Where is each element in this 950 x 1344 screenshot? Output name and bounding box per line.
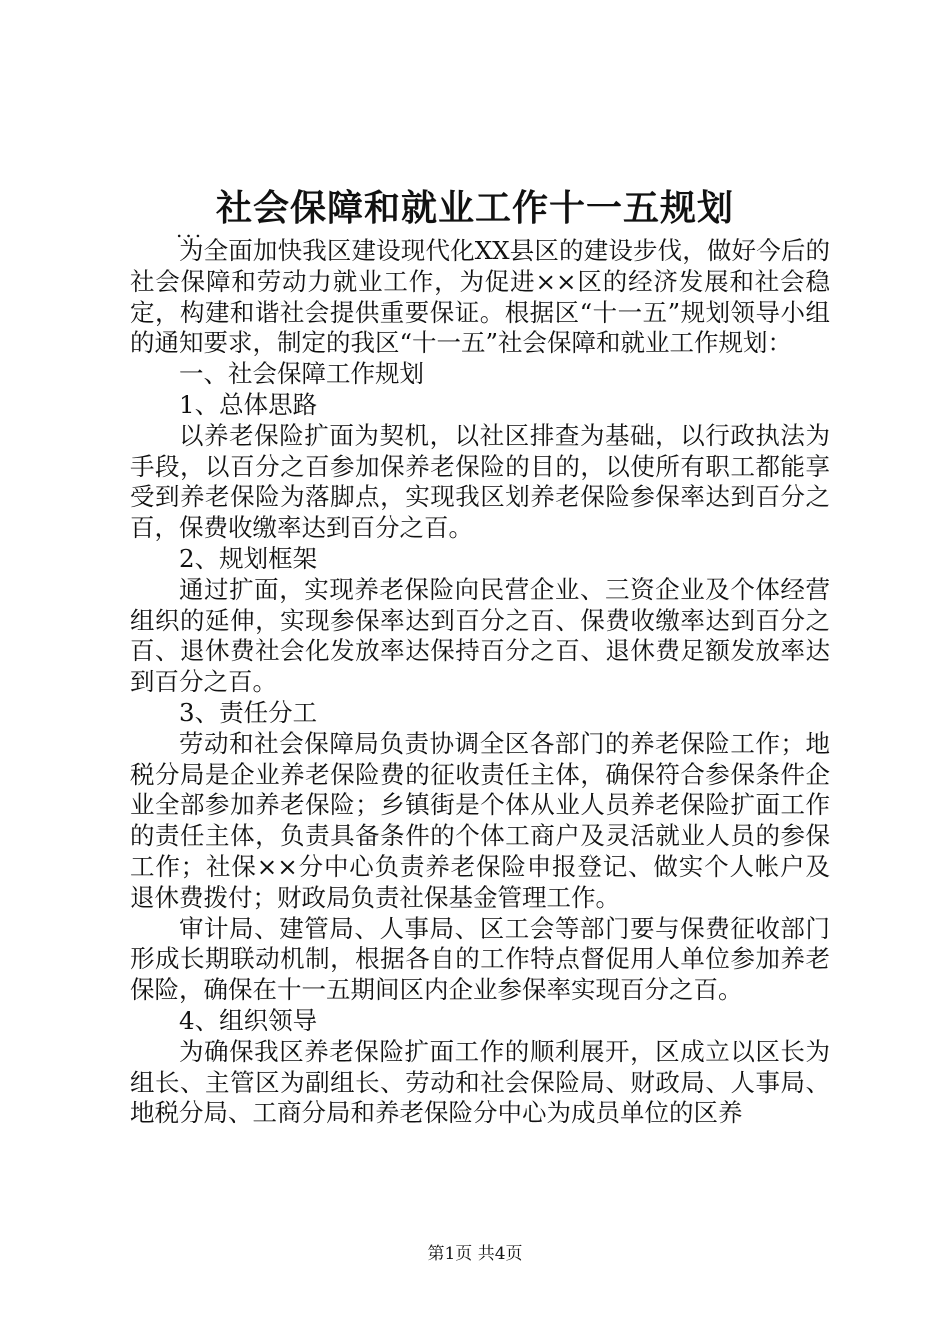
paragraph-leadership: 为确保我区养老保险扩面工作的顺利展开，区成立以区长为组长、主管区为副组长、劳动和社会保险局、财政局、人事局、地税分局、工商分局和养老保险分中心为成员单位的区养	[130, 1036, 830, 1128]
paragraph-intro: 为全面加快我区建设现代化XX县区的建设步伐，做好今后的社会保障和劳动力就业工作，为促进××区的经济发展和社会稳定，构建和谐社会提供重要保证。根据区“十一五”规划领导小组的通知要求，制定的我区“十一五”社会保障和就业工作规划：	[130, 236, 830, 358]
page-footer: 第1页 共4页	[427, 1244, 523, 1264]
heading-section-1: 一、社会保障工作规划	[179, 359, 424, 389]
heading-responsibilities: 3、责任分工	[179, 697, 318, 727]
paragraph-departments: 审计局、建管局、人事局、区工会等部门要与保费征收部门形成长期联动机制，根据各自的工作特点督促用人单位参加养老保险，确保在十一五期间区内企业参保率实现百分之百。	[130, 913, 830, 1005]
paragraph-planning-framework: 通过扩面，实现养老保险向民营企业、三资企业及个体经营组织的延伸，实现参保率达到百分之百、保费收缴率达到百分之百、退休费社会化发放率达保持百分之百、退休费足额发放率达到百分之百。	[130, 574, 830, 697]
paragraph-overall-approach: 以养老保险扩面为契机，以社区排查为基础，以行政执法为手段，以百分之百参加保养老保险的目的，以使所有职工都能享受到养老保险为落脚点，实现我区划养老保险参保率达到百分之百，保费收缴率达到百分之百。	[130, 420, 830, 543]
document-title: 社会保障和就业工作十一五规划	[215, 187, 734, 229]
heading-leadership: 4、组织领导	[179, 1005, 318, 1035]
document-body	[130, 236, 830, 1129]
paragraph-responsibilities: 劳动和社会保障局负责协调全区各部门的养老保险工作；地税分局是企业养老保险费的征收责任主体，确保符合参保条件企业全部参加养老保险；乡镇街是个体从业人员养老保险扩面工作的责任主体，负责具备条件的个体工商户及灵活就业人员的参保工作；社保××分中心负责养老保险申报登记、做实个人帐户及退休费拨付；财政局负责社保基金管理工作。	[130, 728, 830, 912]
heading-overall-approach: 1、总体思路	[179, 389, 318, 419]
heading-planning-framework: 2、规划框架	[179, 543, 318, 573]
ellipsis-mark: ...	[176, 218, 205, 242]
